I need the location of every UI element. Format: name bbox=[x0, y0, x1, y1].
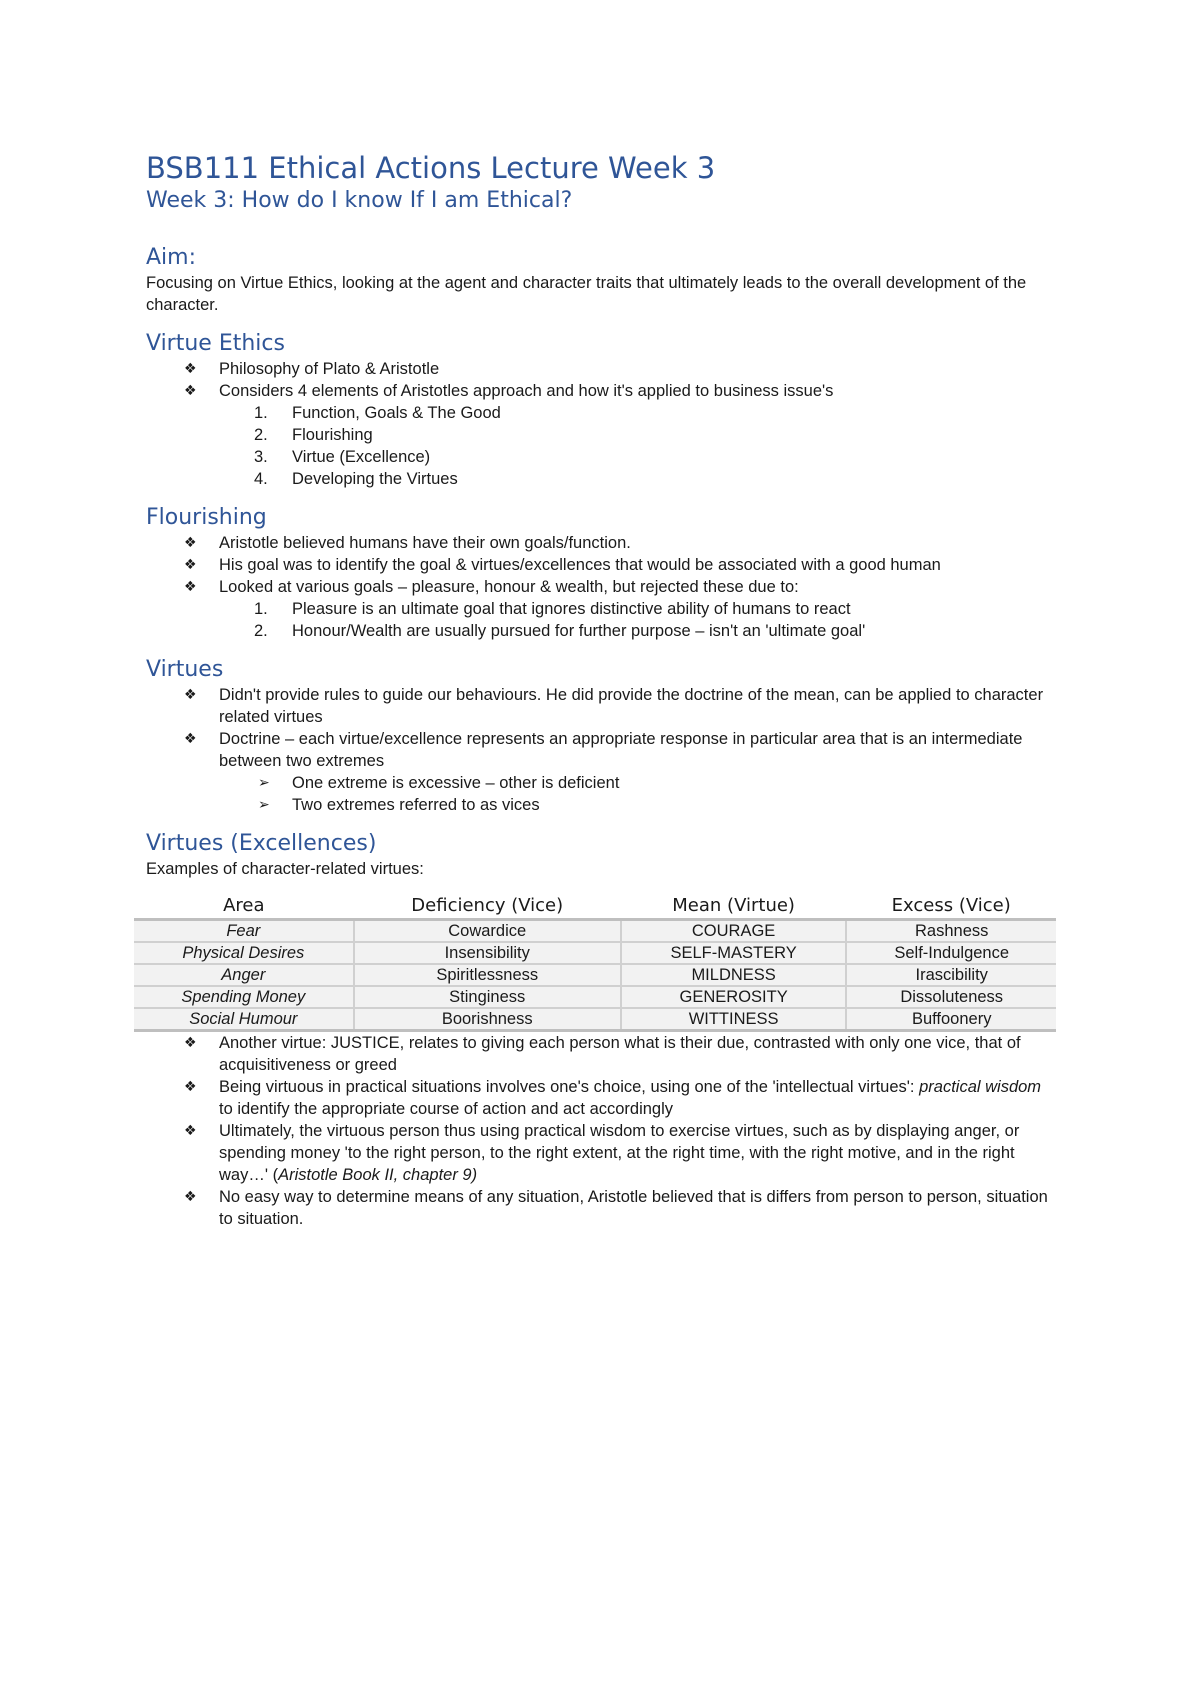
excellences-heading: Virtues (Excellences) bbox=[146, 831, 377, 856]
table-row bbox=[134, 942, 1056, 964]
document-page bbox=[146, 150, 1056, 1230]
virtue-ethics-numbered bbox=[146, 402, 1056, 490]
list-item: ❖ Didn't provide rules to guide our behaviours. He did provide the doctrine of the mean, can be applied to character related virtues bbox=[184, 686, 1044, 726]
list-item: ❖ His goal was to identify the goal & virtues/excellences that would be associated with a good human bbox=[184, 556, 941, 574]
list-item: 1. Pleasure is an ultimate goal that ignores distinctive ability of humans to react bbox=[254, 600, 851, 618]
list-item: 2. Honour/Wealth are usually pursued for further purpose – isn't an 'ultimate goal' bbox=[254, 622, 866, 640]
list-item: ➢ Two extremes referred to as vices bbox=[258, 796, 540, 814]
flourishing-heading: Flourishing bbox=[146, 505, 267, 530]
table-cell: Physical Desires bbox=[134, 942, 354, 964]
page-title: BSB111 Ethical Actions Lecture Week 3 bbox=[146, 151, 716, 185]
list-item: ❖ Another virtue: JUSTICE, relates to giving each person what is their due, contrasted with only one vice, that of acquisitiveness or greed bbox=[184, 1034, 1021, 1074]
page-subtitle: Week 3: How do I know If I am Ethical? bbox=[146, 188, 573, 213]
table-cell: Fear bbox=[134, 920, 354, 943]
flourishing-numbered bbox=[146, 598, 1056, 642]
list-item: ❖ Considers 4 elements of Aristotles approach and how it's applied to business issue's bbox=[184, 382, 834, 400]
virtues-table bbox=[134, 894, 1056, 1032]
table-header: Mean (Virtue) bbox=[621, 894, 847, 920]
table-cell: COURAGE bbox=[621, 920, 847, 943]
list-item: ❖ Being virtuous in practical situations involves one's choice, using one of the 'intellectual virtues': practical wisdom to identify the appropriate course of action and act accordingly bbox=[184, 1078, 1042, 1118]
table-cell: Social Humour bbox=[134, 1008, 354, 1031]
table-row bbox=[134, 986, 1056, 1008]
virtue-ethics-heading: Virtue Ethics bbox=[146, 331, 285, 356]
virtues-subbullets bbox=[146, 772, 1056, 816]
bullet-diamond-icon: ❖ bbox=[184, 1189, 197, 1205]
bullet-diamond-icon: ❖ bbox=[184, 557, 197, 573]
bullet-diamond-icon: ❖ bbox=[184, 361, 197, 377]
table-header: Excess (Vice) bbox=[846, 894, 1056, 920]
bullet-diamond-icon: ❖ bbox=[184, 687, 197, 703]
table-cell: Stinginess bbox=[354, 986, 621, 1008]
list-item: ❖ Philosophy of Plato & Aristotle bbox=[184, 360, 440, 378]
table-header-row bbox=[134, 894, 1056, 920]
table-cell: SELF-MASTERY bbox=[621, 942, 847, 964]
table-cell: Cowardice bbox=[354, 920, 621, 943]
bullet-diamond-icon: ❖ bbox=[184, 383, 197, 399]
flourishing-bullets bbox=[146, 532, 1056, 598]
bullet-diamond-icon: ❖ bbox=[184, 535, 197, 551]
table-cell: Self-Indulgence bbox=[846, 942, 1056, 964]
table-row bbox=[134, 1008, 1056, 1031]
list-item: ❖ Aristotle believed humans have their own goals/function. bbox=[184, 534, 631, 552]
table-cell: Spending Money bbox=[134, 986, 354, 1008]
arrow-bullet-icon: ➢ bbox=[258, 775, 270, 791]
list-item: 3. Virtue (Excellence) bbox=[254, 448, 431, 466]
table-cell: Spiritlessness bbox=[354, 964, 621, 986]
table-cell: WITTINESS bbox=[621, 1008, 847, 1031]
table-cell: MILDNESS bbox=[621, 964, 847, 986]
closing-bullets bbox=[146, 1032, 1056, 1230]
aim-heading: Aim: bbox=[146, 245, 197, 270]
table-cell: Buffoonery bbox=[846, 1008, 1056, 1031]
table-cell: Rashness bbox=[846, 920, 1056, 943]
virtue-ethics-bullets bbox=[146, 358, 1056, 402]
arrow-bullet-icon: ➢ bbox=[258, 797, 270, 813]
virtues-heading: Virtues bbox=[146, 657, 224, 682]
table-cell: Insensibility bbox=[354, 942, 621, 964]
table-cell: Dissoluteness bbox=[846, 986, 1056, 1008]
list-item: ❖ Looked at various goals – pleasure, honour & wealth, but rejected these due to: bbox=[184, 578, 799, 596]
list-item: 1. Function, Goals & The Good bbox=[254, 404, 501, 422]
list-item: ❖ Ultimately, the virtuous person thus using practical wisdom to exercise virtues, such as by displaying anger, or spending money 'to the right person, to the right extent, at the right time, with the right motive, and in the right way…' (Aristotle Book II, chapter 9) bbox=[184, 1122, 1020, 1184]
table-header: Area bbox=[134, 894, 354, 920]
list-item: 4. Developing the Virtues bbox=[254, 470, 458, 488]
bullet-diamond-icon: ❖ bbox=[184, 1035, 197, 1051]
virtues-bullets bbox=[146, 684, 1056, 772]
bullet-diamond-icon: ❖ bbox=[184, 731, 197, 747]
list-item: ❖ Doctrine – each virtue/excellence represents an appropriate response in particular area that is an intermediate between two extremes bbox=[184, 730, 1023, 770]
table-header: Deficiency (Vice) bbox=[354, 894, 621, 920]
table-cell: Anger bbox=[134, 964, 354, 986]
bullet-diamond-icon: ❖ bbox=[184, 1123, 197, 1139]
table-row bbox=[134, 920, 1056, 943]
table-cell: GENEROSITY bbox=[621, 986, 847, 1008]
table-cell: Irascibility bbox=[846, 964, 1056, 986]
list-item: ➢ One extreme is excessive – other is deficient bbox=[258, 774, 620, 792]
aim-text: Focusing on Virtue Ethics, looking at the agent and character traits that ultimately leads to the overall development of the character. bbox=[146, 274, 1027, 314]
bullet-diamond-icon: ❖ bbox=[184, 579, 197, 595]
bullet-diamond-icon: ❖ bbox=[184, 1079, 197, 1095]
table-row bbox=[134, 964, 1056, 986]
list-item: 2. Flourishing bbox=[254, 426, 373, 444]
list-item: ❖ No easy way to determine means of any situation, Aristotle believed that is differs from person to person, situation to situation. bbox=[184, 1188, 1048, 1228]
table-cell: Boorishness bbox=[354, 1008, 621, 1031]
excellences-intro: Examples of character-related virtues: bbox=[146, 860, 424, 878]
